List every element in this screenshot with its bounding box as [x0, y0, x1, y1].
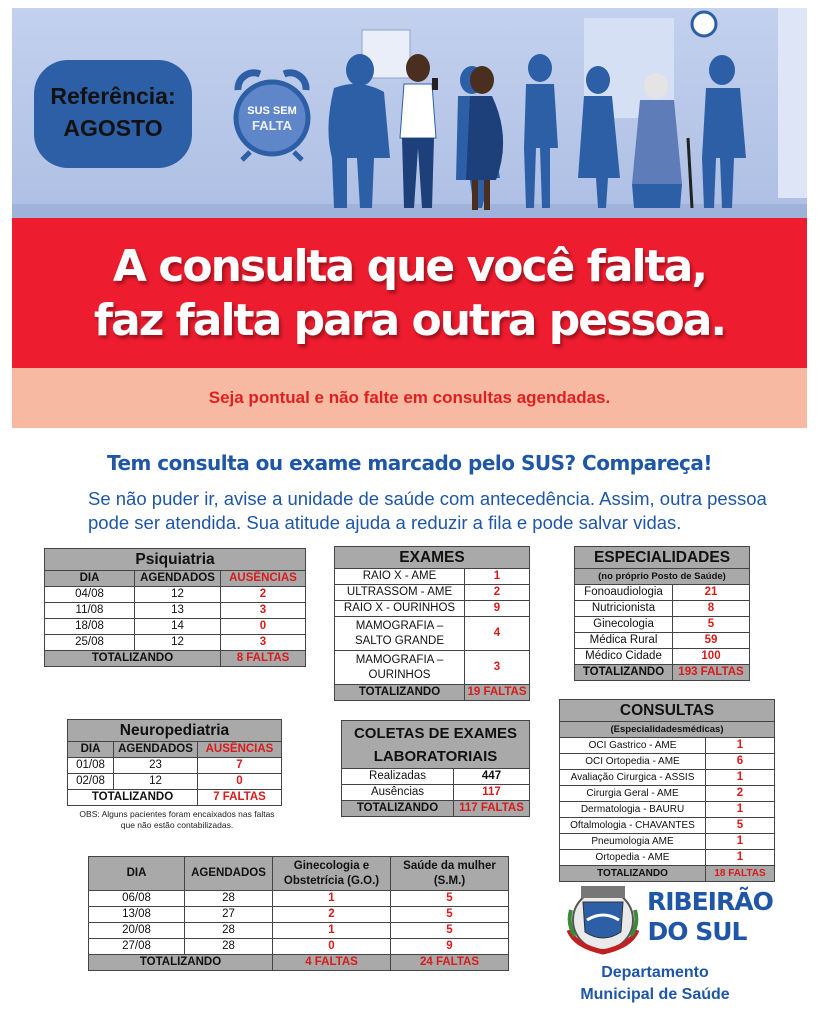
reference-month: AGOSTO	[63, 115, 163, 141]
cell: 9	[465, 601, 530, 617]
total-value: 18 FALTAS	[706, 866, 775, 882]
cell: 1	[706, 738, 775, 754]
table-row	[575, 601, 750, 617]
table-row	[89, 923, 509, 939]
cell: OCI Ortopedia - AME	[560, 754, 706, 770]
cell: 5	[391, 891, 509, 907]
subtext	[88, 487, 788, 535]
slogan-line-1: A consulta que você falta,	[112, 241, 707, 292]
cell: 1	[273, 923, 391, 939]
cell: 12	[135, 587, 221, 603]
table-row	[560, 850, 775, 866]
cell: Médico Cidade	[575, 649, 673, 665]
table-row	[560, 738, 775, 754]
total-value: 117 FALTAS	[454, 801, 530, 817]
column-header: DIA	[68, 742, 114, 758]
cell: OCI Gastrico - AME	[560, 738, 706, 754]
cell: 27	[185, 907, 273, 923]
table-row	[560, 770, 775, 786]
total-label: TOTALIZANDO	[575, 665, 673, 681]
cell: 02/08	[68, 774, 114, 790]
cell: Oftalmologia - CHAVANTES	[560, 818, 706, 834]
cell: 0	[221, 619, 306, 635]
cell: Avaliação Cirurgica - ASSIS	[560, 770, 706, 786]
total-label: TOTALIZANDO	[68, 790, 198, 806]
cell: 18/08	[45, 619, 135, 635]
header-line: (S.M.)	[433, 874, 466, 887]
cell: 20/08	[89, 923, 185, 939]
column-header: AUSÊNCIAS	[198, 742, 282, 758]
coletas-table	[341, 720, 530, 817]
table-subtitle: (no próprio Posto de Saúde)	[575, 569, 750, 585]
clock-text-top: SUS SEM	[247, 105, 297, 117]
neuropediatria-table	[67, 719, 282, 806]
city-name	[647, 887, 773, 947]
cell: ULTRASSOM - AME	[335, 585, 465, 601]
table-row	[45, 619, 306, 635]
obs-line-1: OBS: Alguns pacientes foram encaixados nas faltas	[79, 809, 275, 819]
title-line-1: COLETAS DE EXAMES	[353, 724, 518, 742]
cell: 1	[706, 834, 775, 850]
cell: 9	[391, 939, 509, 955]
cell: 21	[673, 585, 750, 601]
cell: 1	[273, 891, 391, 907]
especialidades-table	[574, 546, 750, 681]
cell: 4	[465, 617, 530, 651]
table-row	[89, 907, 509, 923]
total-value: 8 FALTAS	[221, 651, 306, 667]
cell: 28	[185, 939, 273, 955]
cell: 1	[465, 569, 530, 585]
table-row	[89, 939, 509, 955]
reference-label: Referência:	[50, 83, 176, 109]
cell: 01/08	[68, 758, 114, 774]
table-row	[335, 651, 530, 685]
cell-line: OURINHOS	[368, 668, 431, 681]
cell: 3	[221, 603, 306, 619]
table-row	[575, 649, 750, 665]
cell: 28	[185, 891, 273, 907]
table-row	[575, 585, 750, 601]
consultas-table	[559, 699, 775, 882]
cell: 2	[706, 786, 775, 802]
cell: 11/08	[45, 603, 135, 619]
cell: 7	[198, 758, 282, 774]
department-name	[560, 962, 750, 1006]
table-row	[335, 617, 530, 651]
header-line: Saúde da mulher	[403, 859, 496, 872]
table-title: CONSULTAS	[560, 700, 775, 722]
cell: 100	[673, 649, 750, 665]
clock-text-bottom: FALTA	[252, 118, 292, 133]
column-header: DIA	[45, 571, 135, 587]
total-label: TOTALIZANDO	[89, 955, 273, 971]
alarm-clock-icon	[230, 66, 314, 162]
tagline-band: Seja pontual e não falte em consultas agendadas.	[12, 368, 807, 428]
cell: Fonoaudiologia	[575, 585, 673, 601]
observation-note	[67, 809, 287, 831]
slogan-line-2: faz falta para outra pessoa.	[93, 295, 726, 346]
cell: Dermatologia - BAURU	[560, 802, 706, 818]
cell: RAIO X - AME	[335, 569, 465, 585]
cell: 3	[221, 635, 306, 651]
title-line-2: LABORATORIAIS	[373, 747, 498, 765]
table-row	[342, 785, 530, 801]
header-line: Obstetrícia (G.O.)	[283, 874, 380, 887]
cell: 59	[673, 633, 750, 649]
slogan-band	[12, 218, 807, 368]
table-row	[68, 758, 282, 774]
table-row	[560, 786, 775, 802]
cell: Nutricionista	[575, 601, 673, 617]
table-row	[575, 633, 750, 649]
cell: 27/08	[89, 939, 185, 955]
cell: 1	[706, 802, 775, 818]
cell: 2	[465, 585, 530, 601]
cell: 0	[198, 774, 282, 790]
cell: Realizadas	[342, 769, 454, 785]
cell: 12	[114, 774, 198, 790]
table-row	[45, 603, 306, 619]
city-name-line-2: DO SUL	[647, 917, 747, 946]
table-row	[89, 891, 509, 907]
table-title: Neuropediatria	[68, 720, 282, 742]
total-label: TOTALIZANDO	[342, 801, 454, 817]
cell: 1	[706, 850, 775, 866]
header-line: Ginecologia e	[293, 859, 370, 872]
total-value: 7 FALTAS	[198, 790, 282, 806]
reference-month-badge	[34, 60, 192, 168]
cell: Médica Rural	[575, 633, 673, 649]
table-title: Psiquiatria	[45, 549, 306, 571]
table-title: ESPECIALIDADES	[575, 547, 750, 569]
city-name-line-1: RIBEIRÃO	[647, 887, 773, 916]
cell: Cirurgia Geral - AME	[560, 786, 706, 802]
total-value: 19 FALTAS	[465, 685, 530, 701]
cell: 13/08	[89, 907, 185, 923]
cell: Ausências	[342, 785, 454, 801]
psiquiatria-table	[44, 548, 306, 667]
cell: 2	[273, 907, 391, 923]
cell: Ortopedia - AME	[560, 850, 706, 866]
hero-banner	[12, 8, 807, 218]
cell-line: MAMOGRAFIA –	[355, 619, 444, 632]
cell: 28	[185, 923, 273, 939]
cell: 5	[706, 818, 775, 834]
table-row	[45, 587, 306, 603]
column-header: AGENDADOS	[135, 571, 221, 587]
column-header: AUSÊNCIAS	[221, 571, 306, 587]
cell: 8	[673, 601, 750, 617]
total-label: TOTALIZANDO	[45, 651, 221, 667]
table-title: EXAMES	[335, 547, 530, 569]
cell: 04/08	[45, 587, 135, 603]
table-subtitle: (Especialidadesmédicas)	[560, 722, 775, 738]
ginecologia-table	[88, 856, 509, 971]
table-row	[68, 774, 282, 790]
column-header	[391, 857, 509, 891]
cell: 447	[454, 769, 530, 785]
total-value-sm: 24 FALTAS	[391, 955, 509, 971]
table-row	[560, 802, 775, 818]
cell: 14	[135, 619, 221, 635]
cell: 23	[114, 758, 198, 774]
cell: 06/08	[89, 891, 185, 907]
obs-line-2: que não estão contabilizadas.	[120, 820, 234, 830]
cell: 12	[135, 635, 221, 651]
subtext-line-2: pode ser atendida. Sua atitude ajuda a reduzir a fila e pode salvar vidas.	[88, 512, 682, 533]
total-value-go: 4 FALTAS	[273, 955, 391, 971]
column-header	[273, 857, 391, 891]
headline: Tem consulta ou exame marcado pelo SUS? Compareça!	[106, 451, 713, 475]
table-row	[560, 834, 775, 850]
table-row	[335, 585, 530, 601]
table-row	[335, 601, 530, 617]
cell: 3	[465, 651, 530, 685]
cell: 0	[273, 939, 391, 955]
table-row	[575, 617, 750, 633]
cell: 5	[391, 923, 509, 939]
cell: 2	[221, 587, 306, 603]
subtext-line-1: Se não puder ir, avise a unidade de saúde com antecedência. Assim, outra pessoa	[88, 488, 767, 509]
cell: 1	[706, 770, 775, 786]
cell: 25/08	[45, 635, 135, 651]
column-header: DIA	[89, 857, 185, 891]
cell: 6	[706, 754, 775, 770]
column-header: AGENDADOS	[114, 742, 198, 758]
cell: 13	[135, 603, 221, 619]
department-line-2: Municipal de Saúde	[580, 986, 730, 1003]
cell: RAIO X - OURINHOS	[335, 601, 465, 617]
cell-line: MAMOGRAFIA –	[355, 653, 444, 666]
total-label: TOTALIZANDO	[335, 685, 465, 701]
cell-line: SALTO GRANDE	[354, 634, 445, 647]
cell: Ginecologia	[575, 617, 673, 633]
cell: 117	[454, 785, 530, 801]
table-title	[342, 721, 530, 769]
cell: Pneumologia AME	[560, 834, 706, 850]
table-row	[342, 769, 530, 785]
total-value: 193 FALTAS	[673, 665, 750, 681]
table-row	[560, 754, 775, 770]
table-row	[560, 818, 775, 834]
cell: 5	[391, 907, 509, 923]
cell: 5	[673, 617, 750, 633]
exames-table	[334, 546, 530, 701]
table-row	[45, 635, 306, 651]
municipal-seal-icon	[565, 880, 641, 956]
table-row	[335, 569, 530, 585]
total-label: TOTALIZANDO	[560, 866, 706, 882]
department-line-1: Departamento	[601, 964, 709, 981]
column-header: AGENDADOS	[185, 857, 273, 891]
